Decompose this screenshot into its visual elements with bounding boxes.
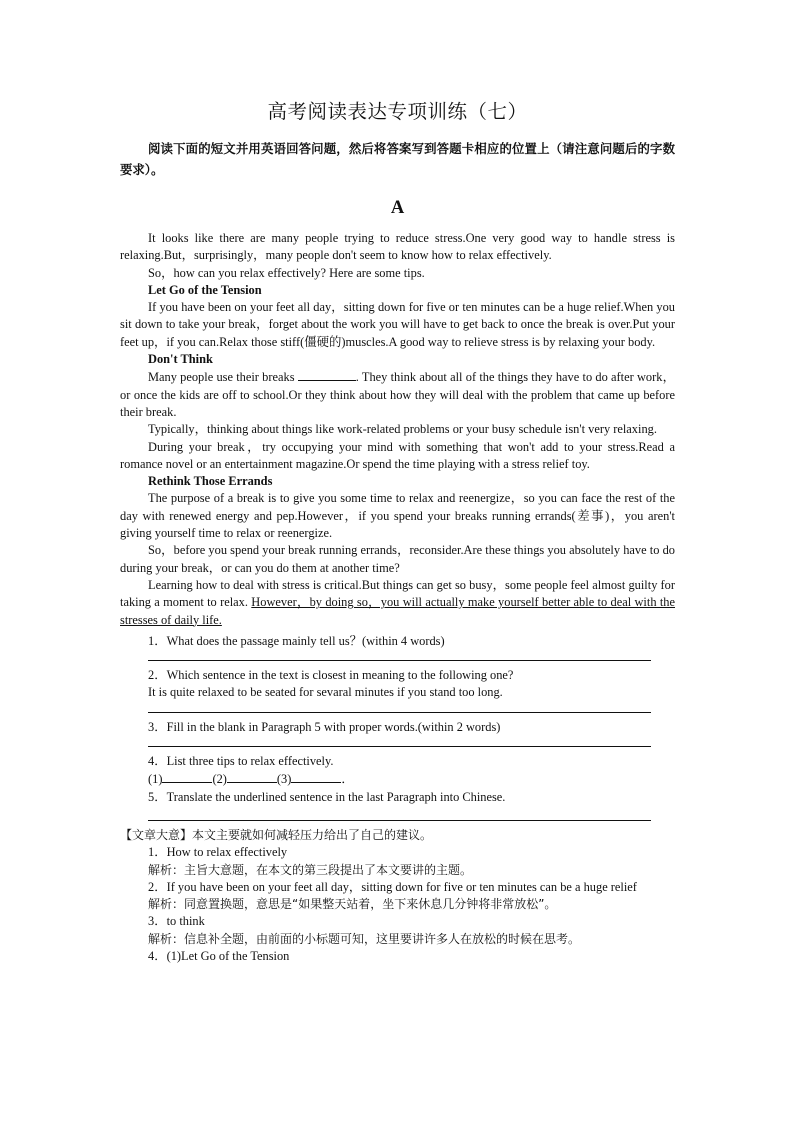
answer-1: 1．How to relax effectively [148,845,288,860]
blank-end: ． [341,772,354,787]
passage-paragraph: The purpose of a break is to give you some time to relax and reenergize，so you can face the rest of the day with renewed energy and pep.However，if you spend your breaks running errands(差事)，you aren't giving yourself time to relax or reenergize. [120,491,675,541]
paragraph-text: Many people use their breaks [148,370,298,385]
page-title: 高考阅读表达专项训练（七） [267,100,528,123]
answer-1-note: 解析：主旨大意题，在本文的第三段提出了本文要讲的主题。 [148,862,473,877]
answer-blank[interactable] [162,770,212,783]
paragraph-text: . They think about all of the things they have to do after work，or once the kids are off to school.Or they think about how they will deal with the problem that came up before their break. [120,370,675,419]
subheading: Don't Think [148,352,213,367]
answer-line[interactable] [148,820,651,821]
question-4-blanks [120,770,675,788]
passage-paragraph: So，how can you relax effectively? Here are some tips. [148,265,425,280]
passage-paragraph: It looks like there are many people trying to reduce stress.One very good way to handle stress is relaxing.But，surprisingly，many people don't seem to know how to relax effectively. [120,231,675,263]
blank-label: (1) [148,772,163,787]
answer-2-note: 解析：同意置换题，意思是“如果整天站着，坐下来休息几分钟将非常放松”。 [148,897,557,912]
question-2: 2．Which sentence in the text is closest in meaning to the following one? [148,668,514,683]
document-page [120,100,675,965]
blank-label: (2) [212,772,227,787]
answer-line[interactable] [148,712,651,713]
passage-paragraph: Typically，thinking about things like work-related problems or your busy schedule isn't very relaxing. [148,422,657,437]
instructions: 阅读下面的短文并用英语回答问题，然后将答案写到答题卡相应的位置上（请注意问题后的字数要求）。 [120,141,675,177]
answer-blank[interactable] [291,770,341,783]
reading-passage [120,230,675,629]
answer-4: 4．(1)Let Go of the Tension [148,948,290,963]
questions [120,633,675,821]
question-4: 4．List three tips to relax effectively. [148,754,334,769]
answer-line[interactable] [148,660,651,661]
section-letter: A [390,198,405,218]
fill-blank[interactable] [298,368,356,381]
subheading: Let Go of the Tension [148,282,262,297]
passage-paragraph: During your break，try occupying your mind with something that won't add to your stress.Read a romance novel or an entertainment magazine.Or spend the time playing with a stress relief toy. [120,439,675,471]
passage-paragraph [120,577,675,629]
question-1: 1．What does the passage mainly tell us？(within 4 words) [148,633,445,648]
answer-3: 3．to think [148,914,205,929]
underlined-sentence: However，by doing so，you will actually make yourself better able to deal with the stresses of daily life. [120,595,675,627]
answer-analysis [120,827,675,965]
passage-paragraph: So，before you spend your break running errands，reconsider.Are these things you absolutely have to do during your break，or can you do them at another time? [120,543,675,575]
blank-label: (3) [276,772,292,787]
answer-2: 2．If you have been on your feet all day，sitting down for five or ten minutes can be a huge relief [148,879,637,894]
question-5: 5．Translate the underlined sentence in the last Paragraph into Chinese. [148,789,506,804]
answer-line[interactable] [148,746,651,747]
answer-blank[interactable] [227,770,277,783]
answer-3-note: 解析：信息补全题，由前面的小标题可知，这里要讲许多人在放松的时候在思考。 [148,931,581,946]
paragraph-text: Learning how to deal with stress is critical.But things can get so busy，some people feel almost guilty for taking a moment to relax. [120,577,675,610]
question-3: 3．Fill in the blank in Paragraph 5 with proper words.(within 2 words) [148,719,501,734]
subheading: Rethink Those Errands [148,474,273,489]
question-2-sentence: It is quite relaxed to be seated for sevaral minutes if you stand too long. [148,685,503,700]
summary: 【文章大意】本文主要就如何减轻压力给出了自己的建议。 [120,827,433,842]
passage-paragraph-with-blank [120,368,675,421]
passage-paragraph: If you have been on your feet all day，sitting down for five or ten minutes can be a huge relief.When you sit down to take your break，forget about the work you will have to get back to once the break is over.Put your feet up，if you can.Relax those stiff(僵硬的)muscles.A good way to relieve stress is by relaxing your body. [120,300,675,349]
